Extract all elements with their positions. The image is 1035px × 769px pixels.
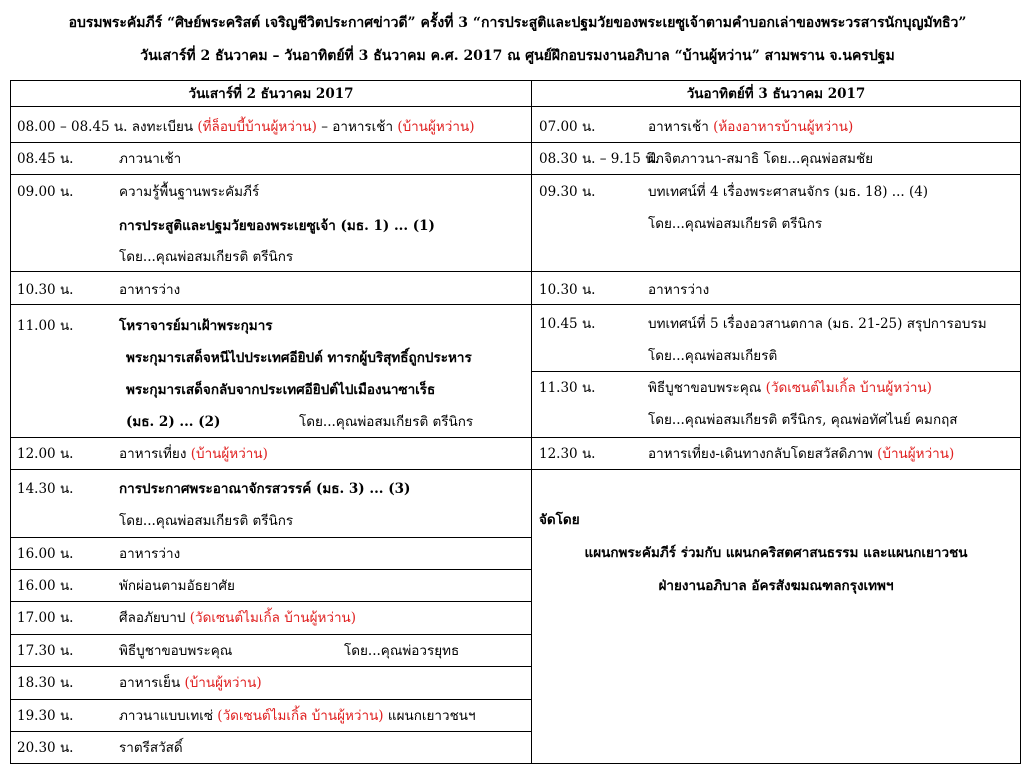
row-divider [11, 174, 531, 175]
department: แผนกเยาวชนฯ [387, 708, 476, 724]
sat-topic-3: การประสูติและปฐมวัยของพระเยซูเจ้า (มธ. 1) ... (1) [119, 218, 435, 234]
sun-activity-6 [648, 379, 932, 397]
sat-time-3: 09.00 น. [17, 184, 74, 200]
sun-activity-4: อาหารว่าง [648, 282, 710, 298]
sat-speaker-5: โดย...คุณพ่อสมเกียรติ ตรีนิกร [299, 414, 474, 430]
time: 12.00 น. [17, 446, 74, 462]
sat-topic-5-line-1: พระกุมารเสด็จหนีไปประเทศอียิปต์ ทารกผู้บริสุทธิ์ถูกประหาร [126, 350, 472, 366]
sun-speaker-5: โดย...คุณพ่อสมเกียรติ [648, 348, 778, 364]
row-divider [532, 271, 1020, 272]
organizer-line-1: แผนกพระคัมภีร์ ร่วมกับ แผนกคริสตศาสนธรรม และแผนกเยาวชน [584, 545, 968, 561]
sun-activity-1 [648, 118, 853, 136]
sat-topic-7: การประกาศพระอาณาจักรสวรรค์ (มธ. 3) ... (3) [119, 481, 411, 497]
row-divider [532, 469, 1020, 470]
sat-time-13: 19.30 น. [17, 708, 74, 724]
sun-speaker-3: โดย...คุณพ่อสมเกียรติ ตรีนิกร [648, 216, 823, 232]
saturday-heading: วันเสาร์ที่ 2 ธันวาคม 2017 [188, 86, 354, 102]
activity: ลงทะเบียน [131, 119, 194, 135]
activity: พิธีบูชาขอบพระคุณ [648, 380, 762, 396]
row-divider [532, 174, 1020, 175]
title-line-1: อบรมพระคัมภีร์ “ศิษย์พระคริสต์ เจริญชีวิตประกาศข่าวดี” ครั้งที่ 3 “การประสูติและปฐมวัยของพระเยซูเจ้าตามคำบอกเล่าของพระวรสารนักบุญมัทธิว” [68, 15, 967, 31]
sat-time-5: 11.00 น. [17, 318, 74, 334]
sun-time-4: 10.30 น. [539, 282, 596, 298]
sat-time-2: 08.45 น. [17, 151, 74, 167]
row-divider [11, 106, 531, 107]
sat-time-4: 10.30 น. [17, 282, 74, 298]
sun-activity-7 [648, 445, 954, 463]
sun-time-3: 09.30 น. [539, 184, 596, 200]
sun-time-2: 08.30 น. – 9.15 น. [539, 151, 659, 167]
row-divider [11, 601, 531, 602]
location: (วัดเซนต์ไมเกิ้ล บ้านผู้หว่าน) [189, 610, 357, 626]
location: (วัดเซนต์ไมเกิ้ล บ้านผู้หว่าน) [765, 380, 932, 396]
organizer-line-2: ฝ่ายงานอภิบาล อัครสังฆมณฑลกรุงเทพฯ [658, 578, 894, 594]
sat-activity-6 [119, 445, 268, 463]
location: (วัดเซนต์ไมเกิ้ล บ้านผู้หว่าน) [217, 708, 384, 724]
sun-activity-2: ฝึกจิตภาวนา-สมาธิ โดย...คุณพ่อสมชัย [648, 151, 874, 167]
sat-activity-10 [119, 609, 356, 627]
sun-speaker-6: โดย...คุณพ่อสมเกียรติ ตรีนิกร, คุณพ่อทัศไนย์ คมกฤส [648, 412, 958, 428]
activity: ภาวนาแบบเทเซ่ [119, 708, 213, 724]
row-divider [11, 142, 531, 143]
title-line-2: วันเสาร์ที่ 2 ธันวาคม – วันอาทิตย์ที่ 3 ธันวาคม ค.ศ. 2017 ณ ศูนย์ฝึกอบรมงานอภิบาล “บ้านผู้หว่าน” สามพราน จ.นครปฐม [140, 48, 895, 64]
sat-activity-12 [119, 674, 262, 692]
row-divider [11, 304, 531, 305]
sun-time-7: 12.30 น. [539, 446, 596, 462]
sat-activity-8: อาหารว่าง [119, 546, 181, 562]
sun-activity-3: บทเทศน์ที่ 4 เรื่องพระศาสนจักร (มธ. 18) ... (4) [648, 184, 929, 200]
activity: อาหารเที่ยง-เดินทางกลับโดยสวัสดิภาพ [648, 446, 873, 462]
sat-time-7: 14.30 น. [17, 481, 74, 497]
row-divider [532, 437, 1020, 438]
activity: อาหารเช้า [648, 119, 709, 135]
row-divider [11, 469, 531, 470]
sat-speaker-3: โดย...คุณพ่อสมเกียรติ ตรีนิกร [119, 249, 294, 265]
sat-activity-2: ภาวนาเช้า [119, 151, 182, 167]
location: (ที่ล็อบบี้บ้านผู้หว่าน) [197, 119, 317, 135]
sat-activity-3: ความรู้พื้นฐานพระคัมภีร์ [119, 184, 260, 200]
row-divider [11, 537, 531, 538]
sun-time-6: 11.30 น. [539, 380, 596, 396]
column-divider [531, 81, 532, 763]
row-divider [11, 569, 531, 570]
sat-row-6 [17, 445, 73, 463]
row-divider [532, 371, 1020, 372]
activity: ศีลอภัยบาป [119, 610, 186, 626]
activity: อาหารเที่ยง [119, 446, 187, 462]
row-divider [11, 437, 531, 438]
row-divider [11, 666, 531, 667]
row-divider [532, 106, 1020, 107]
sat-activity-9: พักผ่อนตามอัธยาศัย [119, 578, 235, 594]
row-divider [11, 634, 531, 635]
sat-activity-11: พิธีบูชาขอบพระคุณ [119, 643, 233, 659]
sat-time-10: 17.00 น. [17, 610, 74, 626]
sunday-heading: วันอาทิตย์ที่ 3 ธันวาคม 2017 [686, 86, 866, 102]
organizer-label: จัดโดย [539, 512, 580, 528]
sat-time-11: 17.30 น. [17, 643, 74, 659]
location: (บ้านผู้หว่าน) [877, 446, 955, 462]
sat-speaker-11: โดย...คุณพ่อวรยุทธ [344, 643, 460, 659]
sat-activity-14: ราตรีสวัสดิ์ [119, 740, 183, 756]
sat-speaker-7: โดย...คุณพ่อสมเกียรติ ตรีนิกร [119, 513, 294, 529]
sat-activity-4: อาหารว่าง [119, 282, 181, 298]
sun-time-1: 07.00 น. [539, 119, 596, 135]
row-divider [532, 304, 1020, 305]
sun-time-5: 10.45 น. [539, 316, 596, 332]
location: (บ้านผู้หว่าน) [190, 446, 268, 462]
sat-time-12: 18.30 น. [17, 675, 74, 691]
sat-time-14: 20.30 น. [17, 740, 74, 756]
sat-topic-5: โหราจารย์มาเฝ้าพระกุมาร [119, 318, 273, 334]
row-divider [11, 699, 531, 700]
row-divider [532, 142, 1020, 143]
sat-topic-5-line-2: พระกุมารเสด็จกลับจากประเทศอียิปต์ไปเมืองนาซาเร็ธ [126, 382, 436, 398]
activity: อาหารเย็น [119, 675, 181, 691]
sat-time-9: 16.00 น. [17, 578, 74, 594]
location-2: (บ้านผู้หว่าน) [397, 119, 475, 135]
time: 08.00 – 08.45 น. [17, 119, 128, 135]
sun-activity-5: บทเทศน์ที่ 5 เรื่องอวสานตกาล (มธ. 21-25) สรุปการอบรม [648, 316, 987, 332]
location: (บ้านผู้หว่าน) [184, 675, 262, 691]
row-divider [11, 271, 531, 272]
sat-activity-13 [119, 707, 476, 725]
location: (ห้องอาหารบ้านผู้หว่าน) [713, 119, 854, 135]
sat-time-8: 16.00 น. [17, 546, 74, 562]
row-divider [11, 731, 531, 732]
sat-topic-5-line-3: (มธ. 2) ... (2) [126, 414, 221, 430]
sat-row-1 [17, 118, 474, 136]
activity-2: – อาหารเช้า [321, 119, 394, 135]
schedule-table [10, 80, 1021, 764]
